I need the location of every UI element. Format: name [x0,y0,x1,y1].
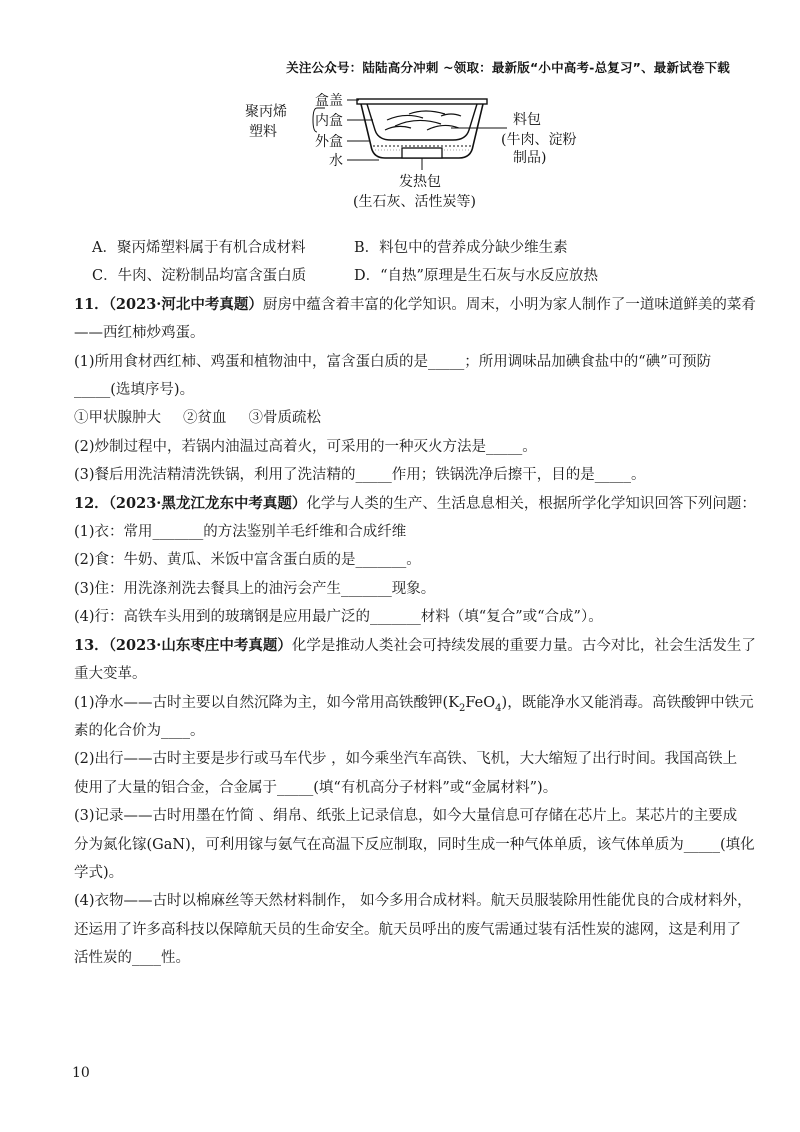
inner-box-shape [367,104,477,140]
q13-part2-line2: 使用了大量的铝合金，合金属于_____(填“有机高分子材料”或“金属材料”)。 [74,779,558,796]
lid-shape [357,99,487,104]
q11-part3: (3)餐后用洗洁精清洗铁锅，利用了洗洁精的_____作用；铁锅洗净后擦干，目的是_____。 [74,467,646,484]
water-label: 水 [329,153,343,169]
q10-option-a: A．聚丙烯塑料属于有机合成材料 [92,240,306,256]
q13-part4-line3: 活性炭的____性。 [74,950,190,967]
q13-part3-line1: (3)记录——古时用墨在竹简 、绢帛、纸张上记录信息，如今大量信息可存储在芯片上。某芯片的主要成 [74,808,738,825]
food-packet-squiggles [385,111,461,130]
q11-source: （2023·河北中考真题） [108,295,263,313]
q13-number: 13． [74,636,109,654]
q11-stem [74,291,756,319]
q10-options-row-2 [87,262,727,290]
q13-part1-line2: 素的化合价为____。 [74,722,205,739]
inner-box-label: 内盒 [315,113,343,129]
q12-part3: (3)住：用洗涤剂洗去餐具上的油污会产生_______现象。 [74,580,436,597]
q11-part2: (2)炒制过程中，若锅内油温过高着火，可采用的一种灭火方法是_____。 [74,438,537,455]
q13-source: （2023·山东枣庄中考真题） [108,636,292,654]
heater-detail: (生石灰、活性炭等) [353,194,476,210]
q11-choice-2: ②贫血 [183,410,227,427]
q10-option-b: B．料包中的营养成分缺少维生素 [354,240,568,256]
packet-label: 料包 [513,112,541,128]
q12-source: （2023·黑龙江龙东中考真题） [108,494,307,512]
q13-stem-line1: 化学是推动人类社会可持续发展的重要力量。古今对比，社会生活发生了 [291,637,756,654]
q11-choice-1: ①甲状腺肿大 [74,410,161,427]
packet-detail-2: 制品) [513,150,547,166]
page-number: 10 [72,1065,90,1081]
q11-stem-line2: ——西红柿炒鸡蛋。 [74,325,205,342]
material-label-1: 聚丙烯 [245,104,287,120]
self-heating-box-diagram [245,86,577,221]
q12-number: 12． [74,494,109,512]
q10-options-row-1 [87,234,727,262]
q11-choices [74,404,727,432]
packet-detail-1: (牛肉、淀粉 [501,132,577,148]
q13-part1-line1: (1)净水——古时主要以自然沉降为主，如今常用高铁酸钾$(K_2FeO_4)$，既能净水又能消毒。高铁酸钾中铁元 [74,694,754,714]
q13-part3-line3: 学式)。 [74,864,124,881]
q13-stem-line2: 重大变革。 [74,666,147,683]
q11-choice-3: ③骨质疏松 [248,410,321,427]
question-content [74,234,756,973]
q13-part3-line2: 分为氮化镓(GaN)，可利用镓与氨气在高温下反应制取，同时生成一种气体单质，该气体单质为_____(填化 [74,836,755,853]
q12-stem-text: 化学与人类的生产、生活息息相关，根据所学化学知识回答下列问题： [306,495,756,512]
q10-option-d: D．“自热”原理是生石灰与水反应放热 [354,268,598,285]
q10-option-c: C．牛肉、淀粉制品均富含蛋白质 [92,268,307,285]
q12-part4: (4)行：高铁车头用到的玻璃钢是应用最广泛的_______材料（填“复合”或“合成”）。 [74,609,603,626]
q13-stem [74,632,756,660]
q12-part2: (2)食：牛奶、黄瓜、米饭中富含蛋白质的是_______。 [74,552,421,569]
material-label-2: 塑料 [249,124,277,140]
q11-number: 11． [74,295,109,313]
q12-part1: (1)衣：常用_______的方法鉴别羊毛纤维和合成纤维 [74,524,407,541]
q13-part4-line2: 还运用了许多高科技以保障航天员的生命安全。航天员呼出的废气需通过装有活性炭的滤网，这是利用了 [74,921,741,938]
lid-label: 盒盖 [315,93,343,109]
q13-part2-line1: (2)出行——古时主要是步行或马车代步 ，如今乘坐汽车高铁、飞机，大大缩短了出行时间。我国高铁上 [74,751,738,768]
page-header: 关注公众号：陆陆高分冲刺 ~领取：最新版“小中高考-总复习”、最新试卷下载 [286,60,730,75]
outer-box-label: 外盒 [315,134,343,150]
q12-stem [74,490,756,518]
heater-label: 发热包 [399,174,441,190]
q11-part1-line1: (1)所用食材西红柿、鸡蛋和植物油中，富含蛋白质的是_____；所用调味品加碘食盐中的“碘”可预防 [74,353,712,370]
heating-packet-shape [402,148,442,158]
q13-part4-line1: (4)衣物——古时以棉麻丝等天然材料制作， 如今多用合成材料。航天员服装除用性能优良的合成材料外， [74,893,752,910]
q11-stem-line1: 厨房中蕴含着丰富的化学知识。周末，小明为家人制作了一道味道鲜美的菜肴 [262,296,756,313]
q11-part1-line2: _____(选填序号)。 [74,382,195,399]
